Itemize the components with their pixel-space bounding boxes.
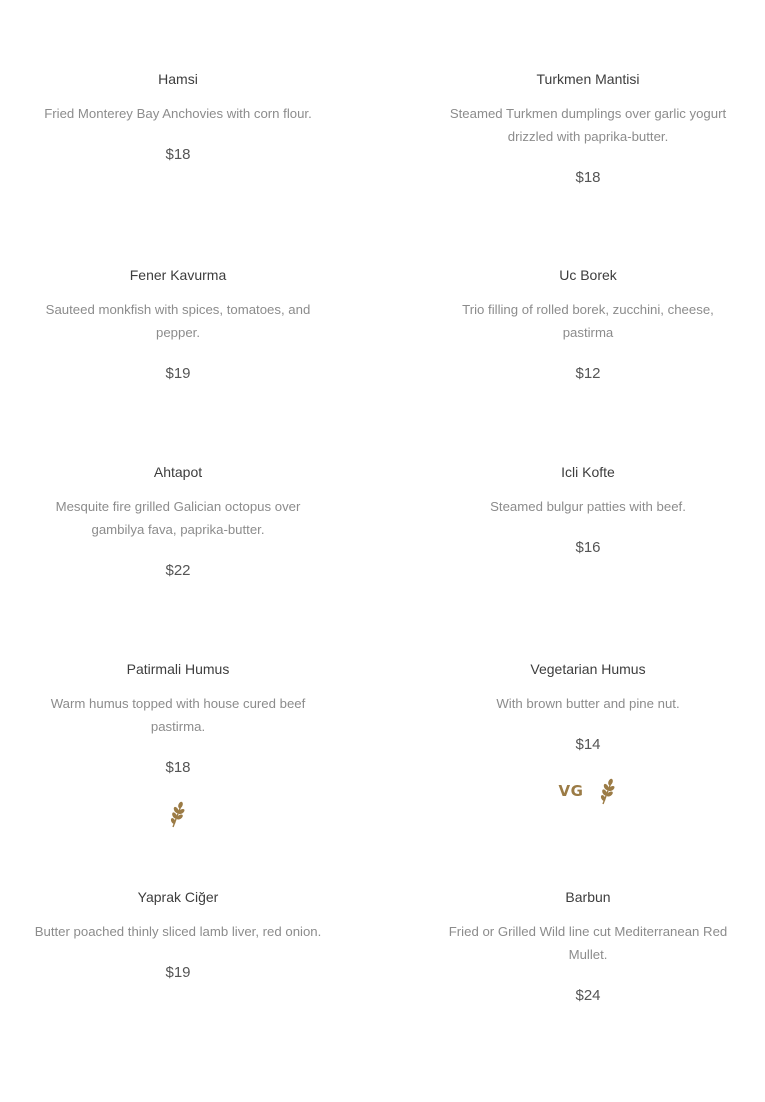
wheat-icon — [169, 800, 187, 828]
item-name: Icli Kofte — [561, 464, 615, 480]
menu-item — [28, 70, 328, 165]
menu-item — [438, 70, 738, 188]
item-price: $16 — [575, 539, 601, 556]
item-price: $12 — [575, 365, 601, 382]
menu-item — [28, 888, 328, 983]
item-price: $24 — [575, 987, 601, 1004]
item-name: Ahtapot — [153, 464, 203, 480]
vegetarian-badge: VG — [558, 782, 584, 800]
menu-item — [438, 660, 738, 806]
item-price: $19 — [165, 964, 191, 981]
menu-item — [28, 266, 328, 384]
item-name: Barbun — [565, 889, 611, 905]
item-name: Vegetarian Humus — [530, 661, 646, 677]
item-name: Turkmen Mantisi — [536, 71, 640, 87]
wheat-icon — [599, 777, 617, 805]
item-description: Trio filling of rolled borek, zucchini, cheese, pastirma — [462, 302, 714, 340]
menu-item — [438, 463, 738, 558]
item-description: Mesquite fire grilled Galician octopus over gambilya fava, paprika-butter. — [55, 499, 301, 537]
item-description: Warm humus topped with house cured beef pastirma. — [50, 696, 306, 734]
menu-item — [28, 463, 328, 581]
item-price: $22 — [165, 562, 191, 579]
item-description: Steamed bulgur patties with beef. — [490, 499, 686, 514]
item-name: Patirmali Humus — [126, 661, 230, 677]
item-price: $18 — [165, 146, 191, 163]
item-price: $14 — [575, 736, 601, 753]
menu-item — [438, 266, 738, 384]
dietary-tags — [438, 776, 738, 806]
menu-item — [438, 888, 738, 1006]
item-price: $18 — [165, 759, 191, 776]
menu-item — [28, 660, 328, 829]
item-name: Yaprak Ciğer — [137, 889, 219, 905]
item-description: Steamed Turkmen dumplings over garlic yogurt drizzled with paprika-butter. — [449, 106, 727, 144]
item-name: Fener Kavurma — [129, 267, 227, 283]
item-description: Sauteed monkfish with spices, tomatoes, and pepper. — [45, 302, 311, 340]
item-name: Uc Borek — [559, 267, 617, 283]
item-description: With brown butter and pine nut. — [496, 696, 680, 711]
item-name: Hamsi — [158, 71, 198, 87]
item-description: Butter poached thinly sliced lamb liver, red onion. — [34, 924, 322, 939]
item-description: Fried or Grilled Wild line cut Mediterranean Red Mullet. — [448, 924, 728, 962]
dietary-tags — [28, 799, 328, 829]
item-price: $18 — [575, 169, 601, 186]
item-description: Fried Monterey Bay Anchovies with corn flour. — [44, 106, 312, 121]
item-price: $19 — [165, 365, 191, 382]
